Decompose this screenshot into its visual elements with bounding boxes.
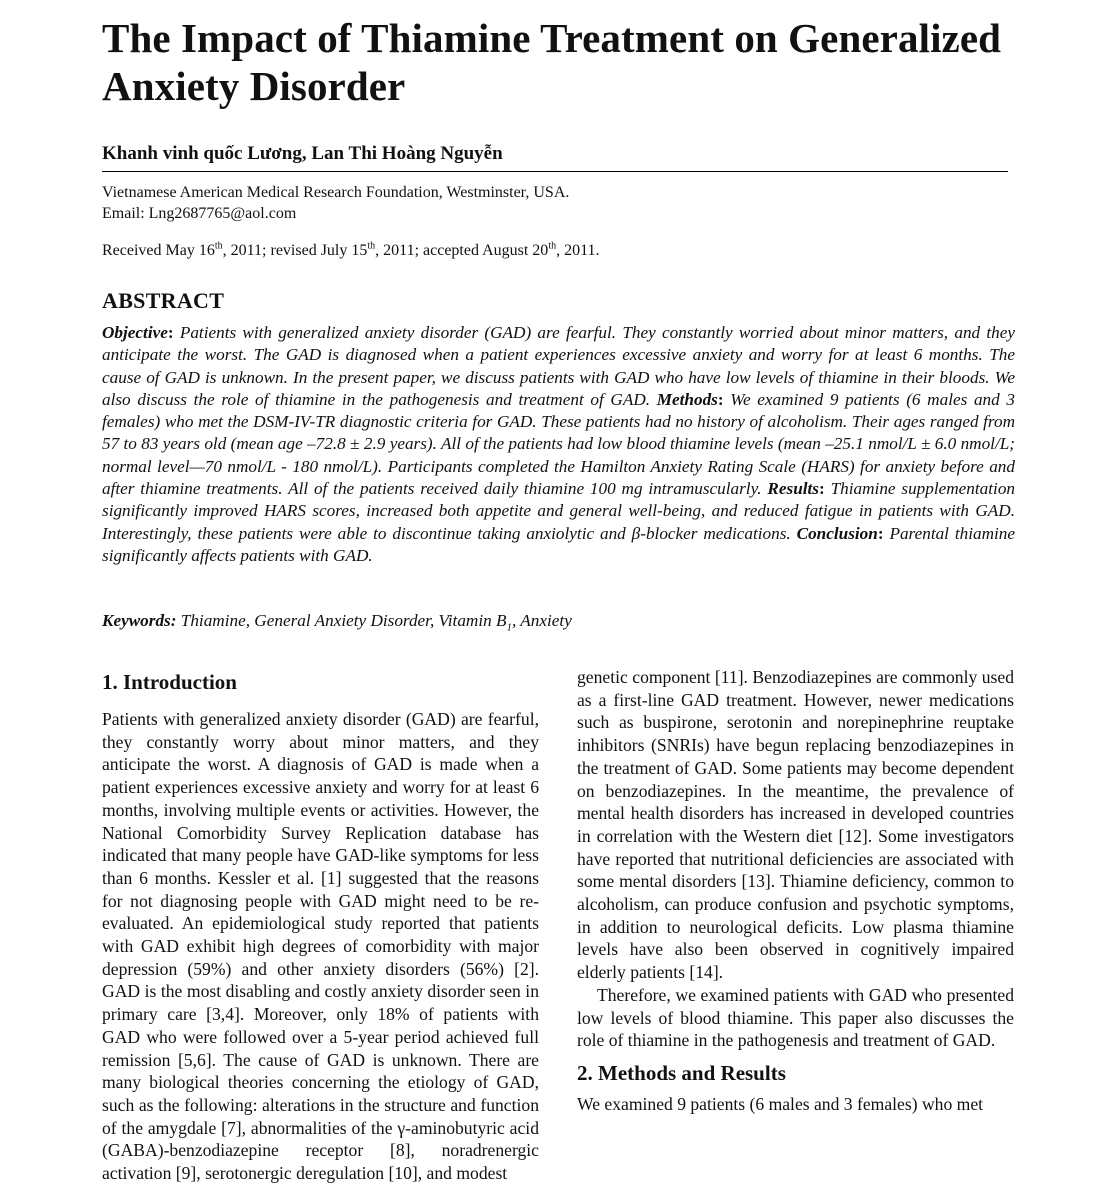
affiliation-block bbox=[102, 182, 569, 224]
ordinal-suffix: th bbox=[367, 240, 376, 252]
author-email[interactable]: Email: Lng2687765@aol.com bbox=[102, 205, 297, 222]
date-year: , 2011. bbox=[556, 242, 600, 259]
methods-paragraph-1: We examined 9 patients (6 males and 3 females) who met bbox=[577, 1093, 984, 1114]
keywords-text-end: , Anxiety bbox=[512, 611, 572, 630]
methods-label: Methods bbox=[656, 389, 718, 409]
abstract-body: Objective: Patients with generalized anxiety disorder (GAD) are fearful. They constantly worried about minor matters, and they anticipate the worst. The GAD is diagnosed when a patient experiences excessive anxiety and worry for at least 6 months. The cause of GAD is unknown. In the present paper, we discuss patients with GAD who have low levels of thiamine in their bloods. We also discuss the role of thiamine in the pathogenesis and treatment of GAD. Methods: We examined 9 patients (6 males and 3 females) who met the DSM-IV-TR diagnostic criteria for GAD. These patients had no history of alcoholism. Their ages ranged from 57 to 83 years old (mean age –72.8 ± 2.9 years). All of the patients had low blood thiamine levels (mean –25.1 nmol/L ± 6.0 nmol/L; normal level—70 nmol/L - 180 nmol/L). Participants completed the Hamilton Anxiety Rating Scale (HARS) for anxiety before and after thiamine treatments. All of the patients received daily thiamine 100 mg intramuscularly. Results: Thiamine supplementation significantly improved HARS scores, increased both appetite and general well-being, and reduced fatigue in patients with GAD. Interestingly, these patients were able to discontinue taking anxiolytic and β-blocker medications. Conclusion: Parental thiamine significantly affects patients with GAD. bbox=[102, 323, 1016, 565]
intro-paragraph-2: Therefore, we examined patients with GAD who presented low levels of blood thiamine. This paper also discusses the role of thiamine in the pathogenesis and treatment of GAD. bbox=[577, 984, 1014, 1051]
right-column bbox=[577, 666, 1014, 1116]
header-rule bbox=[102, 171, 1008, 172]
ordinal-suffix: th bbox=[548, 240, 557, 252]
ordinal-suffix: th bbox=[214, 240, 223, 252]
left-column bbox=[102, 668, 539, 1185]
keywords-subscript: 1 bbox=[506, 621, 513, 634]
results-label: Results bbox=[767, 479, 820, 499]
intro-text-part-1: Patients with generalized anxiety disorder (GAD) are fearful, they constantly worry about minor matters, and they anticipate the worst. A diagnosis of GAD is made when a patient experiences excessive anxiety and worry for at least 6 months, involving multiple events or activities. However, the National Comorbidity Survey Replication database has indicated that many people have GAD-like symptoms for less than 6 months. Kessler et al. [1] suggested that the reasons for not diagnosing people with GAD might need to be re-evaluated. An epidemiological study reported that patients with GAD exhibit high degrees of comorbidity with major depression (59%) and other anxiety disorders (56%) [2]. GAD is the most disabling and costly anxiety disorder seen in primary care [3,4]. Moreover, only 18% of patients with GAD who were followed over a 5-year period achieved full remission [5,6]. The cause of GAD is unknown. There are many biological theories concerning the etiology of GAD, such as the following: alterations in the structure and function of the amygdale [7], abnormalities of the γ-aminobutyric acid (GABA)-benzodiazepine receptor [8], noradrenergic activation [9], serotonergic deregulation [10], and modest bbox=[102, 709, 539, 1184]
keywords-label: Keywords bbox=[102, 611, 171, 630]
conclusion-label: Conclusion bbox=[796, 523, 878, 543]
received-date: Received May 16 bbox=[102, 242, 215, 259]
abstract-heading: ABSTRACT bbox=[102, 288, 225, 313]
objective-text: Patients with generalized anxiety disorder (GAD) are fearful. They constantly worried about minor matters, and they anticipate the worst. The GAD is diagnosed when a patient experiences excessive anxiety and worry for at least 6 months. The cause of GAD is unknown. In the present paper, we discuss patients with GAD who have low levels of thiamine in their bloods. We also discuss the role of thiamine in the pathogenesis and treatment of GAD. bbox=[102, 323, 1015, 409]
intro-paragraph-1 bbox=[102, 708, 539, 1185]
revised-date: , 2011; revised July 15 bbox=[222, 242, 368, 259]
objective-label: Objective bbox=[102, 323, 168, 342]
conclusion-text: Parental thiamine significantly affects patients with GAD. bbox=[102, 523, 1015, 565]
accepted-date: , 2011; accepted August 20 bbox=[375, 242, 549, 259]
introduction-heading: 1. Introduction bbox=[102, 670, 237, 694]
author-list: Khanh vinh quốc Lương, Lan Thi Hoàng Nguyễn bbox=[102, 143, 503, 164]
paper-title: The Impact of Thiamine Treatment on Generalized Anxiety Disorder bbox=[102, 15, 1002, 109]
results-text: Thiamine supplementation significantly improved HARS scores, increased both appetite and general well-being, and reduced fatigue in patients with GAD. Interestingly, these patients were able to discontinue taking anxiolytic and β-blocker medications. bbox=[102, 479, 1016, 543]
intro-continuation: genetic component [11]. Benzodiazepines are commonly used as a first-line GAD treatment. However, newer medications such as buspirone, serotonin and norepinephrine reuptake inhibitors (SNRIs) have begun replacing benzodiazepines in the treatment of GAD. Some patients may become dependent on benzodiazepines. In the meantime, the prevalence of mental health disorders has increased in developed countries in correlation with the Western diet [12]. Some investigators have reported that nutritional deficiencies are associated with some mental disorders [13]. Thiamine deficiency, common to alcoholism, can produce confusion and psychotic symptoms, in addition to neurological deficits. Low plasma thiamine levels have also been observed in cognitively impaired elderly patients [14]. bbox=[577, 667, 1014, 983]
affiliation: Vietnamese American Medical Research Foundation, Westminster, USA. bbox=[102, 184, 570, 201]
keywords-text: Thiamine, General Anxiety Disorder, Vitamin B bbox=[180, 611, 507, 630]
methods-text: We examined 9 patients (6 males and 3 females) who met the DSM-IV-TR diagnostic criteria for GAD. These patients had no history of alcoholism. Their ages ranged from 57 to 83 years old (mean age –72.8 ± 2.9 years). All of the patients had low blood thiamine levels (mean –25.1 nmol/L ± 6.0 nmol/L; normal level—70 nmol/L - 180 nmol/L). Participants completed the Hamilton Anxiety Rating Scale (HARS) for anxiety before and after thiamine treatments. All of the patients received daily thiamine 100 mg intramuscularly. bbox=[102, 389, 1015, 499]
publication-dates bbox=[102, 240, 600, 261]
methods-heading: 2. Methods and Results bbox=[577, 1060, 786, 1085]
keywords-line: Keywords: Thiamine, General Anxiety Disorder, Vitamin $B_1$, Anxiety bbox=[102, 611, 572, 634]
